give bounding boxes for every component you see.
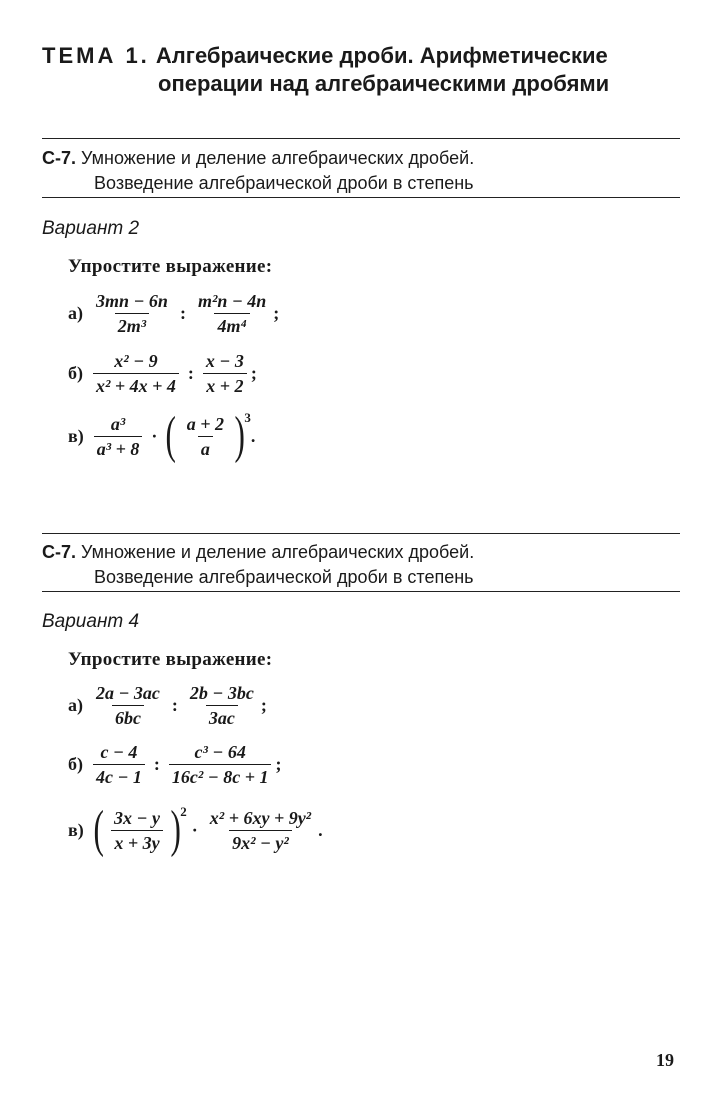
instruction: Упростите выражение: [68,649,273,670]
problem-c [68,407,256,464]
topic-title-line2: операции над алгебраическими дробями [158,71,610,96]
denominator: 4c − 1 [93,764,145,788]
fraction [195,290,269,337]
topic-label: ТЕМА 1. [42,43,150,68]
fraction [203,350,247,397]
problem-label: б) [68,363,83,383]
numerator: c³ − 64 [194,742,246,762]
numerator: x² + 6xy + 9y² [209,807,312,828]
section-code: С-7. [42,148,77,168]
divider [42,533,680,534]
denominator: x + 3y [111,830,162,854]
divider [42,197,680,198]
operator: · [191,819,198,840]
denominator: 2m³ [115,313,149,337]
divider [42,138,680,139]
page-number: 19 [656,1050,674,1070]
fraction [207,807,314,854]
problem-b [68,741,281,788]
instruction: Упростите выражение: [68,256,273,277]
divider [42,591,680,592]
section-title-line2: Возведение алгебраической дроби в степень [94,567,474,587]
fraction [187,682,257,729]
denominator: 4m⁴ [214,313,249,337]
numerator: 3x − y [114,807,160,828]
denominator: 6bc [112,705,144,729]
numerator: 3mn − 6n [96,291,168,311]
numerator: m²n − 4n [197,291,267,311]
exponent: 3 [244,410,251,425]
denominator: a [198,436,213,460]
denominator: x² + 4x + 4 [93,373,179,397]
exponent: 2 [180,804,187,819]
problem-a [68,682,267,729]
problem-a [68,290,279,337]
section-heading [42,540,682,590]
topic-header [42,42,662,98]
fraction [93,350,179,397]
numerator: c − 4 [100,742,138,762]
numerator: x − 3 [205,351,244,371]
denominator: 9x² − y² [229,830,292,854]
variant-title: Вариант 4 [42,611,140,632]
left-parenthesis: ( [165,407,177,464]
section-title-line2: Возведение алгебраической дроби в степень [94,173,474,193]
fraction [94,413,143,460]
problem-label: б) [68,754,83,774]
right-parenthesis: ) [170,801,181,858]
terminator: ; [250,363,257,383]
numerator: 2a − 3ac [96,683,160,703]
numerator: a³ [110,413,126,434]
problem-c [68,801,323,858]
operator: : [179,303,186,323]
fraction [111,807,163,854]
numerator: a + 2 [186,413,224,434]
denominator: 16c² − 8c + 1 [169,764,272,788]
fraction [169,741,272,788]
section-title-line1: Умножение и деление алгебраических дробей. [81,148,475,168]
topic-title-line1: Алгебраические дроби. Арифметические [155,43,608,68]
numerator: x² − 9 [114,351,158,371]
problem-label: а) [68,695,83,715]
problem-b [68,350,257,397]
section-heading [42,146,682,196]
fraction [93,682,163,729]
operator: : [171,695,178,715]
denominator: x + 2 [203,373,246,397]
terminator: . [318,819,323,840]
denominator: a³ + 8 [94,436,143,460]
operator: : [187,363,194,383]
terminator: ; [275,754,282,774]
denominator: 3ac [206,705,238,729]
variant-title: Вариант 2 [42,218,140,239]
problem-label: в) [68,819,84,840]
section-title-line1: Умножение и деление алгебраических дробей. [81,542,475,562]
right-parenthesis: ) [234,407,245,464]
fraction [184,413,227,460]
operator: : [153,754,160,774]
terminator: ; [260,695,267,715]
terminator: ; [273,303,280,323]
section-code: С-7. [42,542,77,562]
problem-label: а) [68,303,83,323]
fraction [93,741,145,788]
left-parenthesis: ( [93,801,104,858]
numerator: 2b − 3bc [189,683,254,703]
fraction [93,290,171,337]
terminator: . [250,425,256,446]
operator: · [151,425,158,446]
problem-label: в) [68,425,84,446]
